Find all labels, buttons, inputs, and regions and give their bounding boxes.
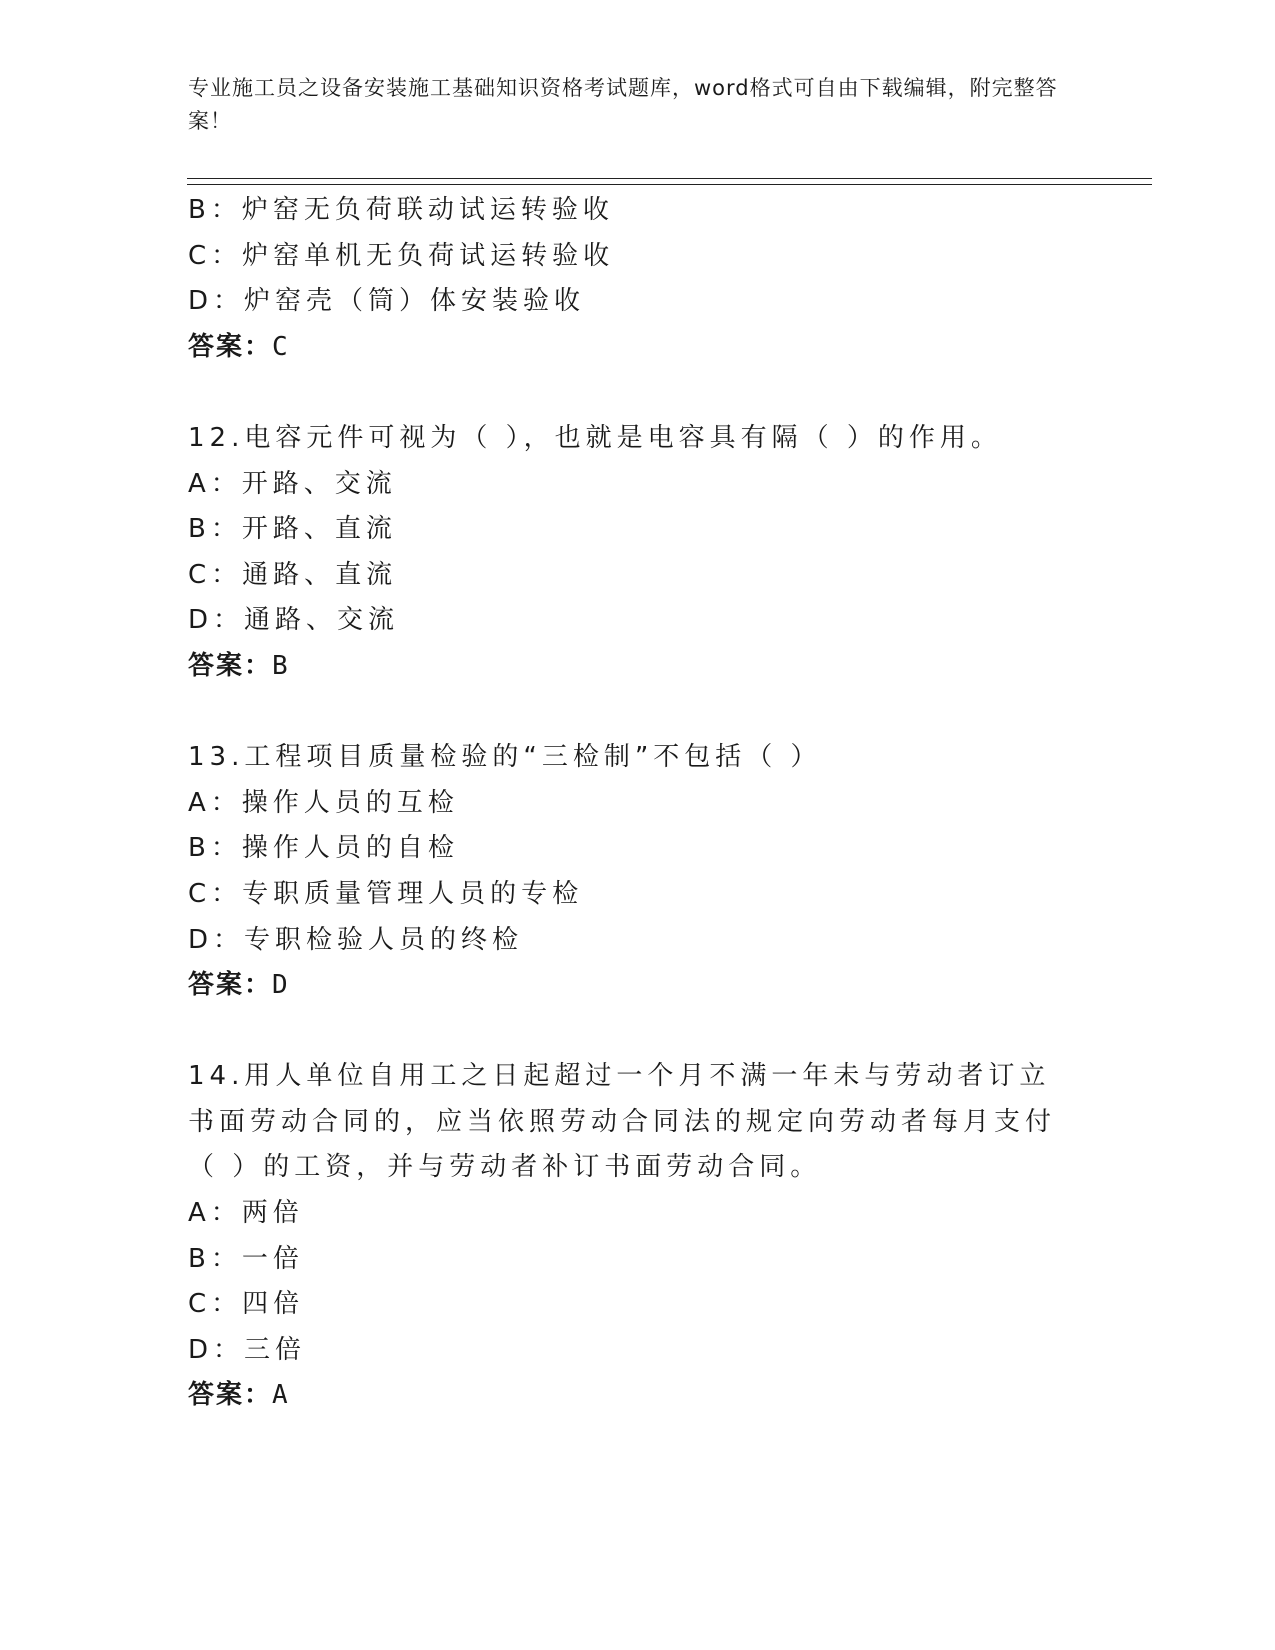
answer-value: C [272, 331, 288, 362]
answer-value: D [272, 970, 288, 1001]
option-d: D：通路、交流 [188, 605, 400, 636]
answer-label: 答案： [188, 331, 273, 362]
option-b: B：一倍 [188, 1243, 304, 1274]
answer-label: 答案： [188, 1380, 273, 1411]
answer-line [188, 963, 1078, 1009]
question-gap [188, 1009, 1078, 1055]
option-c: C：专职质量管理人员的专检 [188, 878, 584, 909]
question-list [188, 188, 1078, 1419]
answer-line [188, 1373, 1078, 1419]
answer-line [188, 325, 1078, 371]
option-b: B：开路、直流 [188, 514, 397, 545]
question-text: 14.用人单位自用工之日起超过一个月不满一年未与劳动者订立书面劳动合同的，应当依照劳动合同法的规定向劳动者每月支付（ ）的工资，并与劳动者补订书面劳动合同。 [188, 1061, 1057, 1183]
question-gap [188, 690, 1078, 736]
option-b: B：炉窑无负荷联动试运转验收 [188, 195, 614, 225]
question-text: 12.电容元件可视为（ ），也就是电容具有隔（ ）的作用。 [188, 422, 1002, 453]
answer-line [188, 644, 1078, 690]
option-d: D：专职检验人员的终检 [188, 924, 524, 955]
option-c: C：四倍 [188, 1289, 305, 1320]
question-12 [188, 416, 1078, 690]
document-header [188, 72, 1068, 138]
option-d: D：炉窑壳（筒）体安装验收 [188, 286, 586, 317]
option-a: A：操作人员的互检 [188, 787, 459, 818]
question-14 [188, 1054, 1078, 1419]
header-title: 专业施工员之设备安装施工基础知识资格考试题库，word格式可自由下载编辑，附完整答案！ [188, 76, 1058, 133]
answer-label: 答案： [188, 970, 273, 1001]
option-a: A：开路、交流 [188, 468, 397, 499]
question-text: 13.工程项目质量检验的“三检制”不包括（ ） [188, 742, 822, 773]
question-continued [188, 188, 1078, 370]
option-a: A：两倍 [188, 1198, 304, 1229]
option-c: C：通路、直流 [188, 559, 398, 590]
answer-label: 答案： [188, 650, 273, 681]
header-divider-bottom [187, 184, 1152, 185]
option-d: D：三倍 [188, 1334, 307, 1365]
option-c: C：炉窑单机无负荷试运转验收 [188, 240, 615, 271]
answer-value: A [272, 1380, 288, 1411]
answer-value: B [272, 650, 288, 681]
option-b: B：操作人员的自检 [188, 833, 459, 864]
question-13 [188, 735, 1078, 1009]
header-divider-top [187, 178, 1152, 179]
question-gap [188, 370, 1078, 416]
